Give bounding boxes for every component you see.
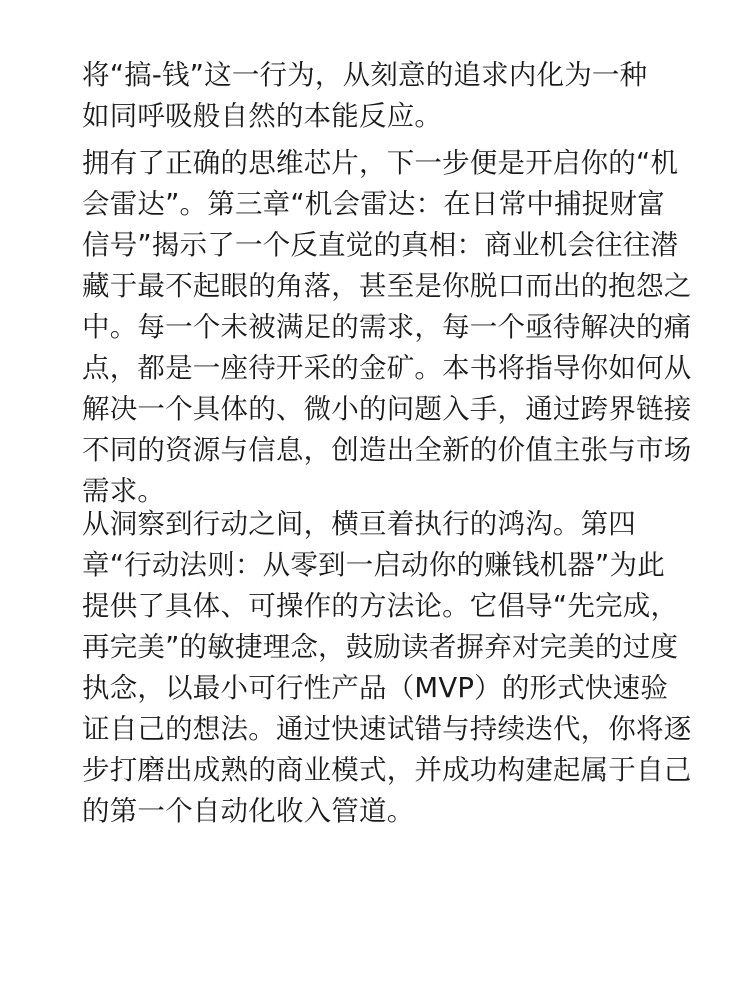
paragraph-2 [82,143,692,512]
text-line: 拥有了正确的思维芯片，下一步便是开启你的“机 [82,147,679,179]
text-line: 点，都是一座待开采的金矿。本书将指导你如何从 [82,352,692,384]
text-line: 章“行动法则：从零到一启动你的赚钱机器”为此 [82,549,665,581]
text-line: 证自己的想法。通过快速试错与持续迭代，你将逐 [82,713,692,745]
text-line: 需求。 [82,475,166,507]
text-line: 步打磨出成熟的商业模式，并成功构建起属于自己 [82,754,692,786]
text-line: 不同的资源与信息，创造出全新的价值主张与市场 [82,434,692,466]
text-line: 信号”揭示了一个反直觉的真相：商业机会往往潜 [82,229,679,261]
text-line: 解决一个具体的、微小的问题入手，通过跨界链接 [82,393,692,425]
text-line: 从洞察到行动之间，横亘着执行的鸿沟。第四 [82,508,636,540]
text-line: 藏于最不起眼的角落，甚至是你脱口而出的抱怨之 [82,270,692,302]
text-line: 提供了具体、可操作的方法论。它倡导“先完成， [82,590,679,622]
text-line: 如同呼吸般自然的本能反应。 [82,100,443,132]
text-line: 将“搞-钱”这一行为，从刻意的追求内化为一种 [82,59,648,91]
text-line: 执念，以最小可行性产品（MVP）的形式快速验 [82,672,669,704]
paragraph-3 [82,504,692,832]
text-line: 会雷达”。第三章“机会雷达：在日常中捕捉财富 [82,188,665,220]
paragraph-1 [82,55,682,137]
text-line: 的第一个自动化收入管道。 [82,795,415,827]
text-line: 中。每一个未被满足的需求，每一个亟待解决的痛 [82,311,692,343]
text-line: 再完美”的敏捷理念，鼓励读者摒弃对完美的过度 [82,631,679,663]
